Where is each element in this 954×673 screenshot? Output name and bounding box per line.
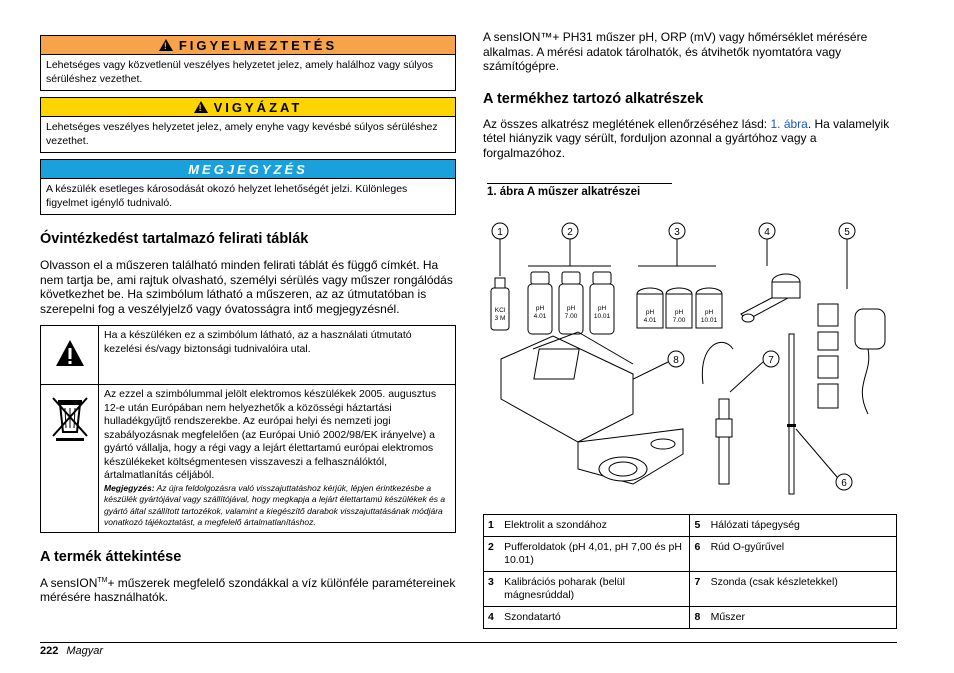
table-row — [484, 572, 897, 607]
power-supply — [818, 304, 885, 414]
probe-holder — [741, 274, 800, 322]
parts-body-pre: Az összes alkatrész meglétének ellenőrzéséhez lásd: — [483, 116, 771, 131]
caution-box — [40, 97, 456, 153]
part-label: Hálózati tápegység — [707, 515, 897, 537]
svg-text:pH: pH — [566, 305, 576, 312]
callout-label: 8 — [673, 355, 679, 366]
right-column — [483, 30, 897, 198]
footer-language: Magyar — [66, 645, 104, 657]
rod-drawing — [787, 334, 796, 494]
labels-heading: Óvintézkedést tartalmazó felirati táblák — [40, 231, 309, 247]
symbol-text — [99, 385, 456, 533]
overview-pre: A sensION — [40, 575, 98, 590]
table-row — [41, 326, 456, 385]
caution-triangle-icon — [194, 101, 208, 113]
svg-text:4.01: 4.01 — [533, 313, 547, 320]
warning-text: Lehetséges vagy közvetlenül veszélyes helyzetet jelez, amely halálhoz vagy súlyos sérüléshez vezethet. — [46, 59, 433, 85]
bottle-label-2: 3 M — [494, 315, 506, 322]
labels-body: Olvasson el a műszeren található minden felirati táblát és függő címkét. Ha nem tartja be, ami rajtuk olvasható, személyi sérülés vagy műszer rongálódás következhet be. Ha szimbólum látható a műszeren, az az útmutatóban is szerepelni fog a veszélyjelző vagy óvatosságra intő megjegyzésnél. — [40, 258, 453, 316]
caution-title: VIGYÁZAT — [213, 100, 303, 115]
svg-text:pH: pH — [645, 309, 655, 316]
crossed-bin-icon — [50, 396, 90, 442]
part-number: 2 — [484, 537, 501, 572]
part-label: Pufferoldatok (pH 4,01, pH 7,00 és pH 10.01) — [500, 537, 690, 572]
callout-label: 5 — [844, 227, 850, 238]
part-label: Kalibrációs poharak (belül mágnesrúddal) — [500, 572, 690, 607]
part-number: 8 — [690, 607, 707, 629]
part-number: 5 — [690, 515, 707, 537]
warning-title: FIGYELMEZTETÉS — [178, 38, 338, 53]
page-number: 222 — [40, 645, 59, 657]
buffer-bottles — [528, 272, 614, 334]
svg-text:pH: pH — [704, 309, 714, 316]
weee-text: Az ezzel a szimbólummal jelölt elektromos készülékek 2005. augusztus 12-e után Európában nem helyezhetők a közösségi háztartási hulladékgyűjtő rendszerekbe. Az európai helyi és nemzeti jogi szabályozásnak megfelelően (az Európai Unió 2002/98/EK irányelve) a gyártó vállalja, hogy a régi vagy a lejárt élettartamú európai elektromos készülékeket költségmentesen visszaveszi a felhasználóktól, ártalmatlanítás céljából. — [104, 388, 437, 481]
warning-title-bar — [41, 36, 455, 55]
figure-link[interactable]: 1. ábra — [770, 116, 808, 131]
callout-7 — [730, 351, 779, 392]
note-label: Megjegyzés: — [104, 482, 155, 493]
parts-heading: A termékhez tartozó alkatrészek — [483, 90, 704, 107]
part-number: 7 — [690, 572, 707, 607]
part-number: 6 — [690, 537, 707, 572]
symbol-table — [40, 325, 456, 533]
part-number: 1 — [484, 515, 501, 537]
symbol-cell — [41, 385, 99, 533]
parts-figure — [483, 214, 897, 504]
callout-label: 2 — [567, 227, 573, 238]
part-number: 3 — [484, 572, 501, 607]
note-text: Az újra feldolgozásra való visszajuttatáshoz kérjük, lépjen érintkezésbe a készülék gyártójával vagy szállítójával, hogy megkapja a lejárt élettartamú készülékek és a gyártó által szállított tartozékok, valamint a kiegészítő darabok visszajuttatásának módjára vonatkozó tájékoztatást, a megfelelő ártalmatlanításhoz. — [104, 482, 446, 527]
warning-triangle-icon — [159, 39, 173, 51]
electrolyte-bottle — [491, 278, 509, 330]
tm-mark: TM — [97, 576, 108, 584]
callout-label: 6 — [841, 478, 847, 489]
callout-2 — [528, 223, 611, 266]
svg-text:pH: pH — [674, 309, 684, 316]
svg-text:pH: pH — [597, 305, 607, 312]
weee-note — [104, 483, 450, 529]
part-label: Rúd O-gyűrűvel — [707, 537, 897, 572]
warning-box — [40, 35, 456, 91]
callout-label: 7 — [768, 355, 774, 366]
part-number: 4 — [484, 607, 501, 629]
callout-label: 3 — [674, 227, 680, 238]
probe-drawing — [702, 342, 733, 484]
table-row — [484, 537, 897, 572]
footer-divider — [40, 642, 897, 643]
left-column — [40, 35, 456, 605]
part-label: Műszer — [707, 607, 897, 629]
part-label: Elektrolit a szondához — [500, 515, 690, 537]
overview-body — [40, 574, 456, 605]
footer — [40, 645, 103, 657]
figure-caption: 1. ábra A műszer alkatrészei — [487, 183, 672, 198]
symbol-cell — [41, 326, 99, 385]
table-row — [41, 385, 456, 533]
svg-text:10.01: 10.01 — [593, 313, 611, 320]
notice-box — [40, 159, 456, 215]
callout-5 — [839, 223, 855, 289]
calibration-beakers — [637, 288, 722, 328]
table-row — [484, 515, 897, 537]
caution-text: Lehetséges veszélyes helyzetet jelez, amely enyhe vagy kevésbé súlyos sérüléshez vezethet. — [46, 121, 438, 147]
svg-text:10.01: 10.01 — [700, 317, 718, 324]
caution-title-bar — [41, 98, 455, 117]
callout-3 — [638, 223, 716, 266]
svg-text:4.01: 4.01 — [643, 317, 657, 324]
svg-text:7.00: 7.00 — [564, 313, 578, 320]
overview-post: + műszerek megfelelő szondákkal a víz különféle paramétereinek mérésére használhatók. — [40, 575, 456, 604]
parts-body — [483, 117, 897, 161]
overview-heading: A termék áttekintése — [40, 548, 182, 565]
svg-text:pH: pH — [535, 305, 545, 312]
table-row — [484, 607, 897, 629]
svg-text:7.00: 7.00 — [672, 317, 686, 324]
instrument-drawing — [501, 332, 683, 484]
callout-label: 1 — [497, 227, 503, 238]
callout-label: 4 — [764, 227, 770, 238]
parts-body-post: . Ha valamelyik tétel hiányzik vagy sérült, forduljon azonnal a gyártóhoz vagy a forgalmazóhoz. — [483, 116, 890, 160]
callout-4 — [759, 223, 775, 266]
callout-1 — [492, 223, 508, 276]
part-label: Szondatartó — [500, 607, 690, 629]
intro-text: A sensION™+ PH31 műszer pH, ORP (mV) vagy hőmérséklet mérésére alkalmas. A mérési adatok tárolhatók, és átvihetők nyomtatóra vagy számítógépre. — [483, 30, 868, 73]
warning-triangle-icon — [55, 338, 85, 368]
notice-text: A készülék esetleges károsodását okozó helyzet lehetőségét jelzi. Különleges figyelmet igénylő tudnivaló. — [46, 183, 408, 209]
parts-table — [483, 514, 897, 629]
callout-6 — [796, 429, 852, 490]
part-label: Szonda (csak készletekkel) — [707, 572, 897, 607]
notice-title: MEGJEGYZÉS — [41, 160, 455, 179]
symbol-text: Ha a készüléken ez a szimbólum látható, az a használati útmutató kezelési és/vagy biztonsági tudnivalóira utal. — [99, 326, 456, 385]
bottle-label-1: KCl — [494, 307, 506, 314]
